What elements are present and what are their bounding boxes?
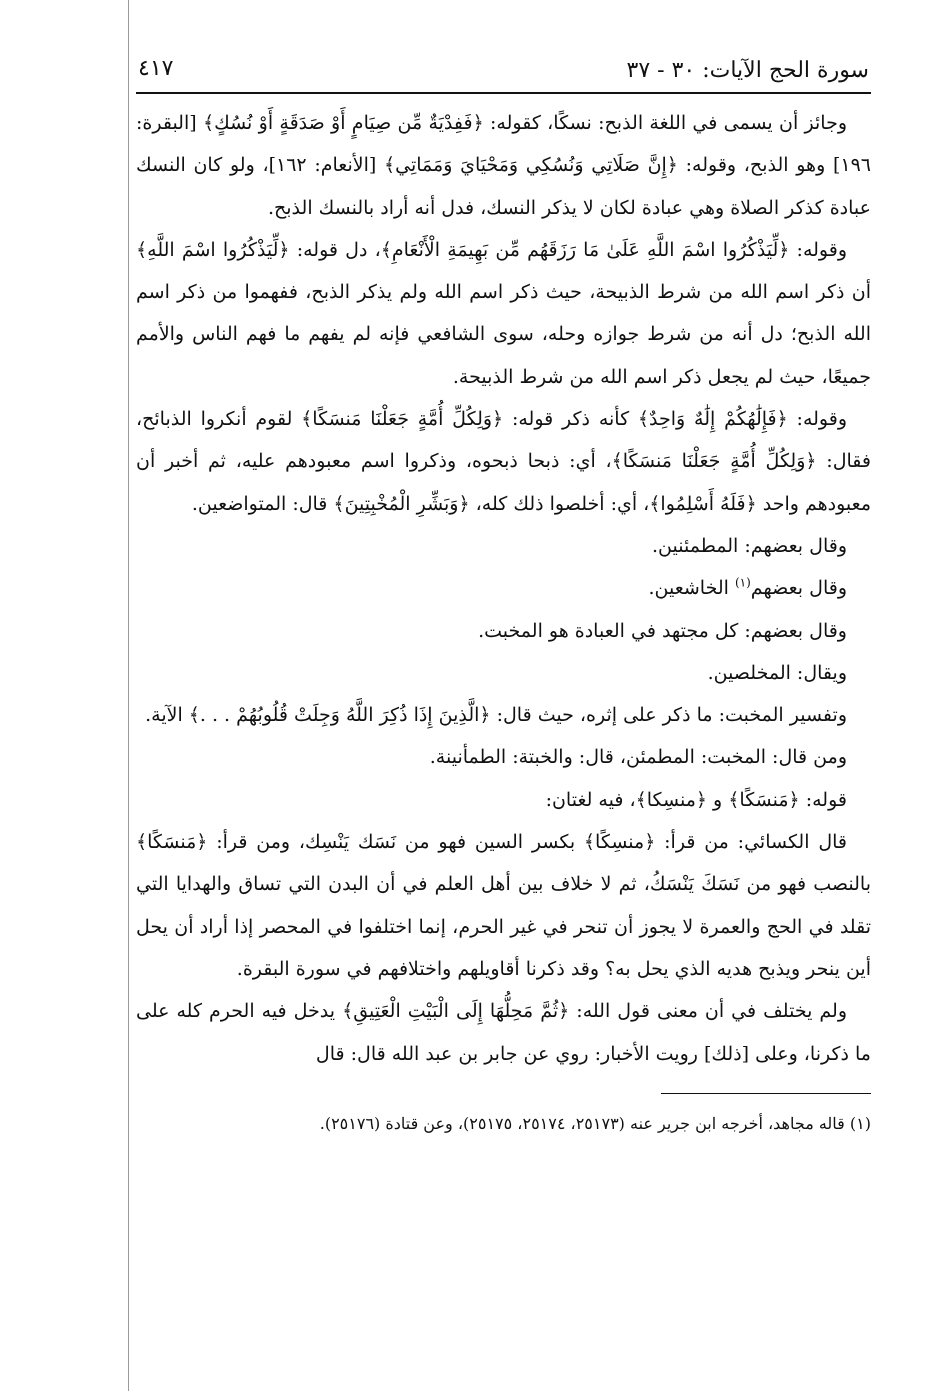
paragraph-8: وتفسير المخبت: ما ذكر على إثره، حيث قال: ﴿الَّذِينَ إِذَا ذُكِرَ اللَّهُ وَجِلَتْ قُلُوبُهُمْ . . .﴾ الآية.	[145, 704, 847, 727]
paragraph-2: وقوله: ﴿لِّيَذْكُرُوا اسْمَ اللَّهِ عَلَىٰ مَا رَزَقَهُم مِّن بَهِيمَةِ الْأَنْعَامِ﴾، دل قوله: ﴿لِّيَذْكُرُوا اسْمَ اللَّهِ﴾ أن ذكر اسم الله من شرط الذبيحة، حيث ذكر اسم الله ولم يذكر الذبح، ففهموا من ذكر اسم الله الذبح؛ دل أنه من شرط جوازه وحله، سوى الشافعي فإنه لم يفهم ما فهم الناس والأمم جميعًا، حيث لم يجعل ذكر اسم الله من شرط الذبيحة.	[136, 238, 871, 388]
page-number: ٤١٧	[138, 56, 174, 81]
paragraph-5	[136, 567, 871, 609]
body-text	[136, 102, 871, 1075]
paragraph-7: ويقال: المخلصين.	[707, 661, 847, 684]
paragraph-11: قال الكسائي: من قرأ: ﴿منسِكًا﴾ بكسر السين فهو من نَسَك يَنْسِك، ومن قرأ: ﴿مَنسَكًا﴾ بالنصب فهو من نَسَكَ يَنْسَكُ، ثم لا خلاف بين أهل العلم في أن البدن التي تساق والهدايا التي تقلد في الحج والعمرة لا يجوز أن تنحر في غير الحرم، إنما اختلفوا في المحصر إذا أراد أن يحل أين ينحر ويذبح هديه الذي يحل به؟ وقد ذكرنا أقاويلهم واختلافهم في سورة البقرة.	[136, 831, 871, 980]
running-title: سورة الحج الآيات: ٣٠ - ٣٧	[626, 58, 869, 83]
page-header	[136, 52, 871, 94]
paragraph-9: ومن قال: المخبت: المطمئن، قال: والخبتة: الطمأنينة.	[429, 746, 847, 769]
paragraph-5-text-end: الخاشعين.	[648, 577, 735, 600]
paragraph-12: ولم يختلف في أن معنى قول الله: ﴿ثُمَّ مَحِلُّهَا إِلَى الْبَيْتِ الْعَتِيقِ﴾ يدخل فيه الحرم كله على ما ذكرنا، وعلى [ذلك] رويت الأخبار: روي عن جابر بن عبد الله قال: قال	[136, 1000, 871, 1065]
footnote-divider	[661, 1093, 871, 1094]
footnote-reference[interactable]: (١)	[734, 575, 751, 590]
paragraph-10: قوله: ﴿مَنسَكًا﴾ و ﴿منسِكا﴾، فيه لغتان:	[545, 788, 847, 811]
margin-rule	[128, 0, 129, 1391]
book-page	[136, 52, 871, 1138]
paragraph-4: وقال بعضهم: المطمئنين.	[652, 534, 847, 557]
paragraph-6: وقال بعضهم: كل مجتهد في العبادة هو المخبت.	[478, 619, 847, 642]
paragraph-1: وجائز أن يسمى في اللغة الذبح: نسكًا، كقوله: ﴿فَفِدْيَةٌ مِّن صِيَامٍ أَوْ صَدَقَةٍ أَوْ نُسُكٍ﴾ [البقرة: ١٩٦] وهو الذبح، وقوله: ﴿إِنَّ صَلَاتِي وَنُسُكِي وَمَحْيَايَ وَمَمَاتِي﴾ [الأنعام: ١٦٢]، ولو كان النسك عبادة كذكر الصلاة وهي عبادة لكان لا يذكر النسك، فدل أنه أراد بالنسك الذبح.	[136, 112, 871, 219]
paragraph-3: وقوله: ﴿فَإِلَٰهُكُمْ إِلَٰهٌ وَاحِدٌ﴾ كأنه ذكر قوله: ﴿وَلِكُلِّ أُمَّةٍ جَعَلْنَا مَنسَكًا﴾ لقوم أنكروا الذبائح، فقال: ﴿وَلِكُلِّ أُمَّةٍ جَعَلْنَا مَنسَكًا﴾، أي: ذبحا ذبحوه، وذكروا اسم معبودهم عليه، ثم أخبر أن معبودهم واحد ﴿فَلَهُ أَسْلِمُوا﴾، أي: أخلصوا ذلك كله، ﴿وَبَشِّرِ الْمُخْبِتِينَ﴾ قال: المتواضعين.	[136, 408, 871, 515]
paragraph-5-text: وقال بعضهم	[750, 577, 847, 600]
footnote: (١) قاله مجاهد، أخرجه ابن جرير عنه (٢٥١٧٣، ٢٥١٧٤، ٢٥١٧٥)، وعن قتادة (٢٥١٧٦).	[319, 1113, 871, 1133]
